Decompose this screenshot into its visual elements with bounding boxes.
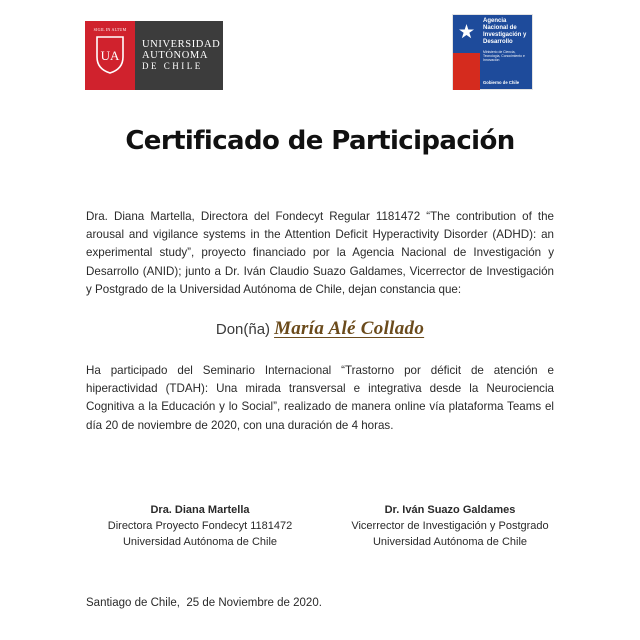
ua-motto: SIGIL IN ALTUM [93,27,127,32]
anid-flag-block [453,15,480,89]
anid-agency-name: Agencia Nacional de Investigación y Desarrollo [483,18,527,45]
participation-paragraph: Ha participado del Seminario Internacional “Trastorno por déficit de atención e hiperactividad (TDAH): Una mirada transversal e integrativa desde la Neurociencia Cognitiva a la Educación y lo Social”, realizado de manera online vía plataforma Teams el día 20 de noviembre de 2020, con una duración de 4 horas. [86,364,554,432]
signatory-name: Dra. Diana Martella [150,504,250,516]
signatory-institution: Universidad Autónoma de Chile [122,536,278,548]
signatory-block-right [340,502,560,550]
place-and-date: Santiago de Chile, 25 de Noviembre de 2020. [86,597,322,609]
chile-crest-icon [457,23,476,42]
signatory-role: Vicerrector de Investigación y Postgrado [351,520,549,532]
ua-logo-emblem [85,21,135,90]
certificate-title: Certificado de Participación [125,126,515,156]
anid-ministry: Ministerio de Ciencia, Tecnología, Conocimiento e Innovación [483,49,525,62]
ua-wordmark-line2: AUTÓNOMA [142,50,209,62]
signatory-role: Directora Proyecto Fondecyt 1181472 [107,520,293,532]
ua-wordmark-line3: DE CHILE [142,61,203,72]
anid-government: Gobierno de Chile [483,80,520,85]
ua-shield-icon [95,35,125,75]
recipient-name: María Alé Collado [274,318,425,339]
universidad-autonoma-logo [85,21,223,90]
signatory-institution: Universidad Autónoma de Chile [372,536,528,548]
recipient-prefix: Don(ña) [215,321,271,338]
intro-paragraph: Dra. Diana Martella, Directora del Fondecyt Regular 1181472 “The contribution of the arousal and vigilance systems in the Attention Deficit Hyperactivity Disorder (ADHD): an experimental study”, proyecto financiado por la Agencia Nacional de Investigación y Desarrollo (ANID); junto a Dr. Iván Claudio Suazo Galdames, Vicerrector de Investigación y Postgrado de la Universidad Autónoma de Chile, dejan constancia que: [86,210,554,296]
signatory-block-left [90,502,310,550]
ua-wordmark-line1: UNIVERSIDAD [142,39,221,50]
anid-text-block [480,15,532,89]
signatory-name: Dr. Iván Suazo Galdames [384,504,516,516]
ua-initials: UA [100,48,120,63]
ua-logo-wordmark [135,21,223,90]
anid-logo [452,14,533,90]
recipient-line [0,318,640,340]
